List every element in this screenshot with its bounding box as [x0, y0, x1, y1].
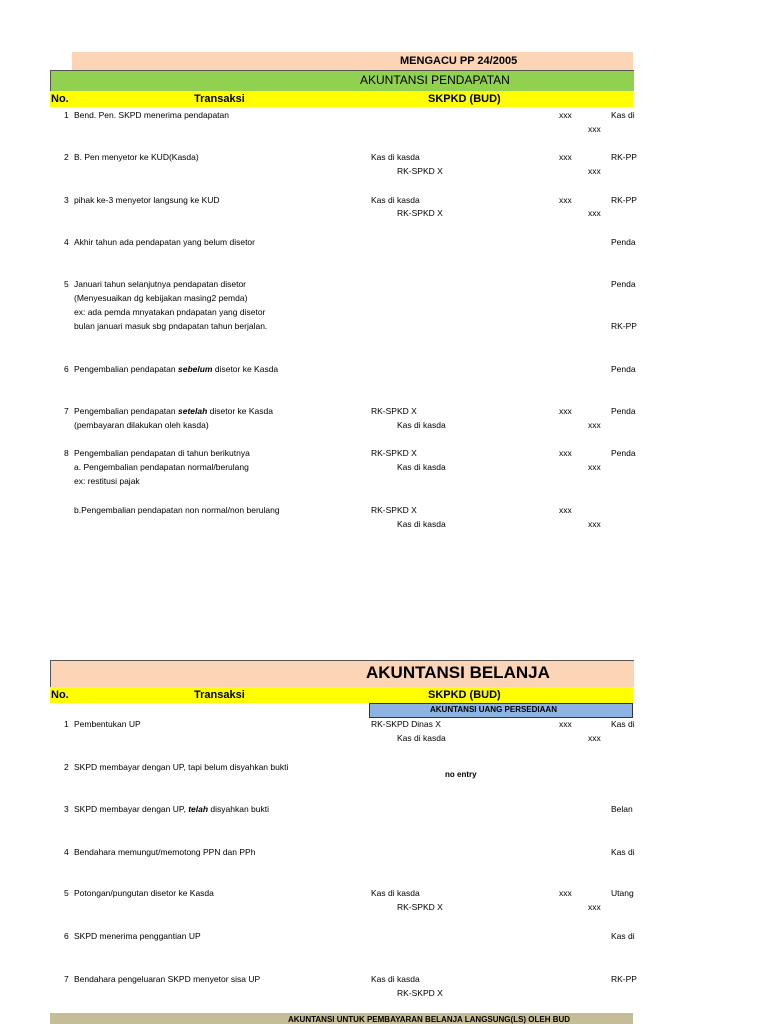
debit-amount: xxx	[559, 110, 572, 120]
right-account: Penda	[611, 279, 636, 289]
row-transaksi-line: (pembayaran dilakukan oleh kasda)	[74, 420, 209, 430]
col-transaksi-header: Transaksi	[194, 93, 245, 105]
row-number: 2	[64, 152, 69, 162]
credit-account: RK-SPKD X	[397, 208, 443, 218]
pendapatan-section-band	[50, 70, 634, 91]
debit-account: RK-SKPD Dinas X	[371, 719, 441, 729]
col-skpkd-header: SKPKD (BUD)	[428, 689, 501, 701]
credit-account: Kas di kasda	[397, 733, 446, 743]
row-number: 3	[64, 804, 69, 814]
row-transaksi-line: ex: restitusi pajak	[74, 476, 140, 486]
row-text: disetor ke Kasda	[212, 364, 279, 374]
credit-amount: xxx	[588, 420, 601, 430]
right-account: Kas di	[611, 847, 635, 857]
top-title: MENGACU PP 24/2005	[400, 55, 518, 67]
credit-account: Kas di kasda	[397, 420, 446, 430]
credit-amount: xxx	[588, 124, 601, 134]
credit-amount: xxx	[588, 733, 601, 743]
right-account: Kas di	[611, 931, 635, 941]
row-transaksi: SKPD menerima penggantian UP	[74, 931, 201, 941]
debit-account: RK-SPKD X	[371, 505, 417, 515]
credit-amount: xxx	[588, 208, 601, 218]
debit-amount: xxx	[559, 505, 572, 515]
row-number: 5	[64, 888, 69, 898]
row-transaksi: Januari tahun selanjutnya pendapatan disetor	[74, 279, 247, 289]
right-account: RK-PP	[611, 195, 637, 205]
row-text: Pengembalian pendapatan	[74, 364, 178, 374]
pendapatan-column-header-band	[50, 91, 633, 107]
row-number: 2	[64, 762, 69, 772]
debit-account: RK-SPKD X	[371, 448, 417, 458]
row-emphasis: telah	[188, 804, 209, 814]
row-transaksi-line: a. Pengembalian pendapatan normal/berulang	[74, 462, 249, 472]
row-transaksi: B. Pen menyetor ke KUD(Kasda)	[74, 152, 199, 162]
belanja-column-header-band	[50, 687, 633, 703]
row-text: disetor ke Kasda	[207, 406, 273, 416]
row-number: 6	[64, 364, 69, 374]
debit-account: Kas di kasda	[371, 195, 420, 205]
row-transaksi: Bendahara memungut/memotong PPN dan PPh	[74, 847, 256, 857]
col-no-header: No.	[51, 689, 69, 701]
credit-account: Kas di kasda	[397, 462, 446, 472]
debit-amount: xxx	[559, 719, 572, 729]
right-account: RK-PP	[611, 152, 637, 162]
debit-account: RK-SPKD X	[371, 406, 417, 416]
row-number: 5	[64, 279, 69, 289]
right-account: Utang	[611, 888, 634, 898]
debit-amount: xxx	[559, 195, 572, 205]
uang-persediaan-title: AKUNTANSI UANG PERSEDIAAN	[430, 705, 557, 714]
right-account: Kas di	[611, 719, 635, 729]
row-transaksi-line: (Menyesuaikan dg kebijakan masing2 pemda)	[74, 293, 248, 303]
row-transaksi: Potongan/pungutan disetor ke Kasda	[74, 888, 214, 898]
right-account: Penda	[611, 448, 636, 458]
no-entry-label: no entry	[445, 770, 477, 779]
row-transaksi: Bendahara pengeluaran SKPD menyetor sisa UP	[74, 974, 261, 984]
col-no-header: No.	[51, 93, 69, 105]
right-account: Penda	[611, 406, 636, 416]
credit-amount: xxx	[588, 519, 601, 529]
right-account: Kas di	[611, 110, 635, 120]
row-transaksi	[74, 406, 273, 417]
col-skpkd-header: SKPKD (BUD)	[428, 93, 501, 105]
row-transaksi: b.Pengembalian pendapatan non normal/non berulang	[74, 505, 280, 515]
debit-amount: xxx	[559, 448, 572, 458]
debit-account: Kas di kasda	[371, 888, 420, 898]
credit-account: RK-SKPD X	[397, 988, 443, 998]
row-number: 4	[64, 847, 69, 857]
right-account: Belan	[611, 804, 633, 814]
credit-amount: xxx	[588, 166, 601, 176]
debit-amount: xxx	[559, 406, 572, 416]
footer-title: AKUNTANSI UNTUK PEMBAYARAN BELANJA LANGSUNG(LS) OLEH BUD	[288, 1015, 571, 1024]
credit-amount: xxx	[588, 462, 601, 472]
row-transaksi: Akhir tahun ada pendapatan yang belum disetor	[74, 237, 255, 247]
row-transaksi	[74, 364, 278, 375]
row-transaksi: Bend. Pen. SKPD menerima pendapatan	[74, 110, 229, 120]
right-account: RK-PP	[611, 321, 637, 331]
debit-account: Kas di kasda	[371, 974, 420, 984]
row-transaksi: pihak ke-3 menyetor langsung ke KUD	[74, 195, 220, 205]
row-text: SKPD membayar dengan UP,	[74, 804, 189, 814]
pendapatan-section-title: AKUNTANSI PENDAPATAN	[360, 73, 510, 87]
col-transaksi-header: Transaksi	[194, 689, 245, 701]
debit-account: Kas di kasda	[371, 152, 420, 162]
row-transaksi-line: ex: ada pemda mnyatakan pndapatan yang disetor	[74, 307, 266, 317]
row-transaksi	[74, 804, 269, 815]
row-transaksi: Pembentukan UP	[74, 719, 141, 729]
row-number: 7	[64, 406, 69, 416]
row-number: 1	[64, 719, 69, 729]
debit-amount: xxx	[559, 888, 572, 898]
right-account: RK-PP	[611, 974, 637, 984]
row-transaksi: SKPD membayar dengan UP, tapi belum disyahkan bukti	[74, 762, 289, 772]
credit-amount: xxx	[588, 902, 601, 912]
row-number: 4	[64, 237, 69, 247]
credit-account: RK-SPKD X	[397, 902, 443, 912]
row-number: 3	[64, 195, 69, 205]
row-emphasis: setelah	[177, 406, 208, 416]
top-title-band	[72, 52, 633, 70]
credit-account: RK-SPKD X	[397, 166, 443, 176]
row-number: 8	[64, 448, 69, 458]
right-account: Penda	[611, 364, 636, 374]
row-text: Pengembalian pendapatan	[74, 406, 178, 416]
credit-account: Kas di kasda	[397, 519, 446, 529]
row-transaksi: Pengembalian pendapatan di tahun berikutnya	[74, 448, 250, 458]
row-number: 6	[64, 931, 69, 941]
row-text: disyahkan bukti	[208, 804, 269, 814]
debit-amount: xxx	[559, 152, 572, 162]
belanja-section-title: AKUNTANSI BELANJA	[366, 663, 550, 682]
row-transaksi-line: bulan januari masuk sbg pndapatan tahun berjalan.	[74, 321, 268, 331]
row-number: 7	[64, 974, 69, 984]
row-emphasis: sebelum	[177, 364, 213, 374]
right-account: Penda	[611, 237, 636, 247]
row-number: 1	[64, 110, 69, 120]
